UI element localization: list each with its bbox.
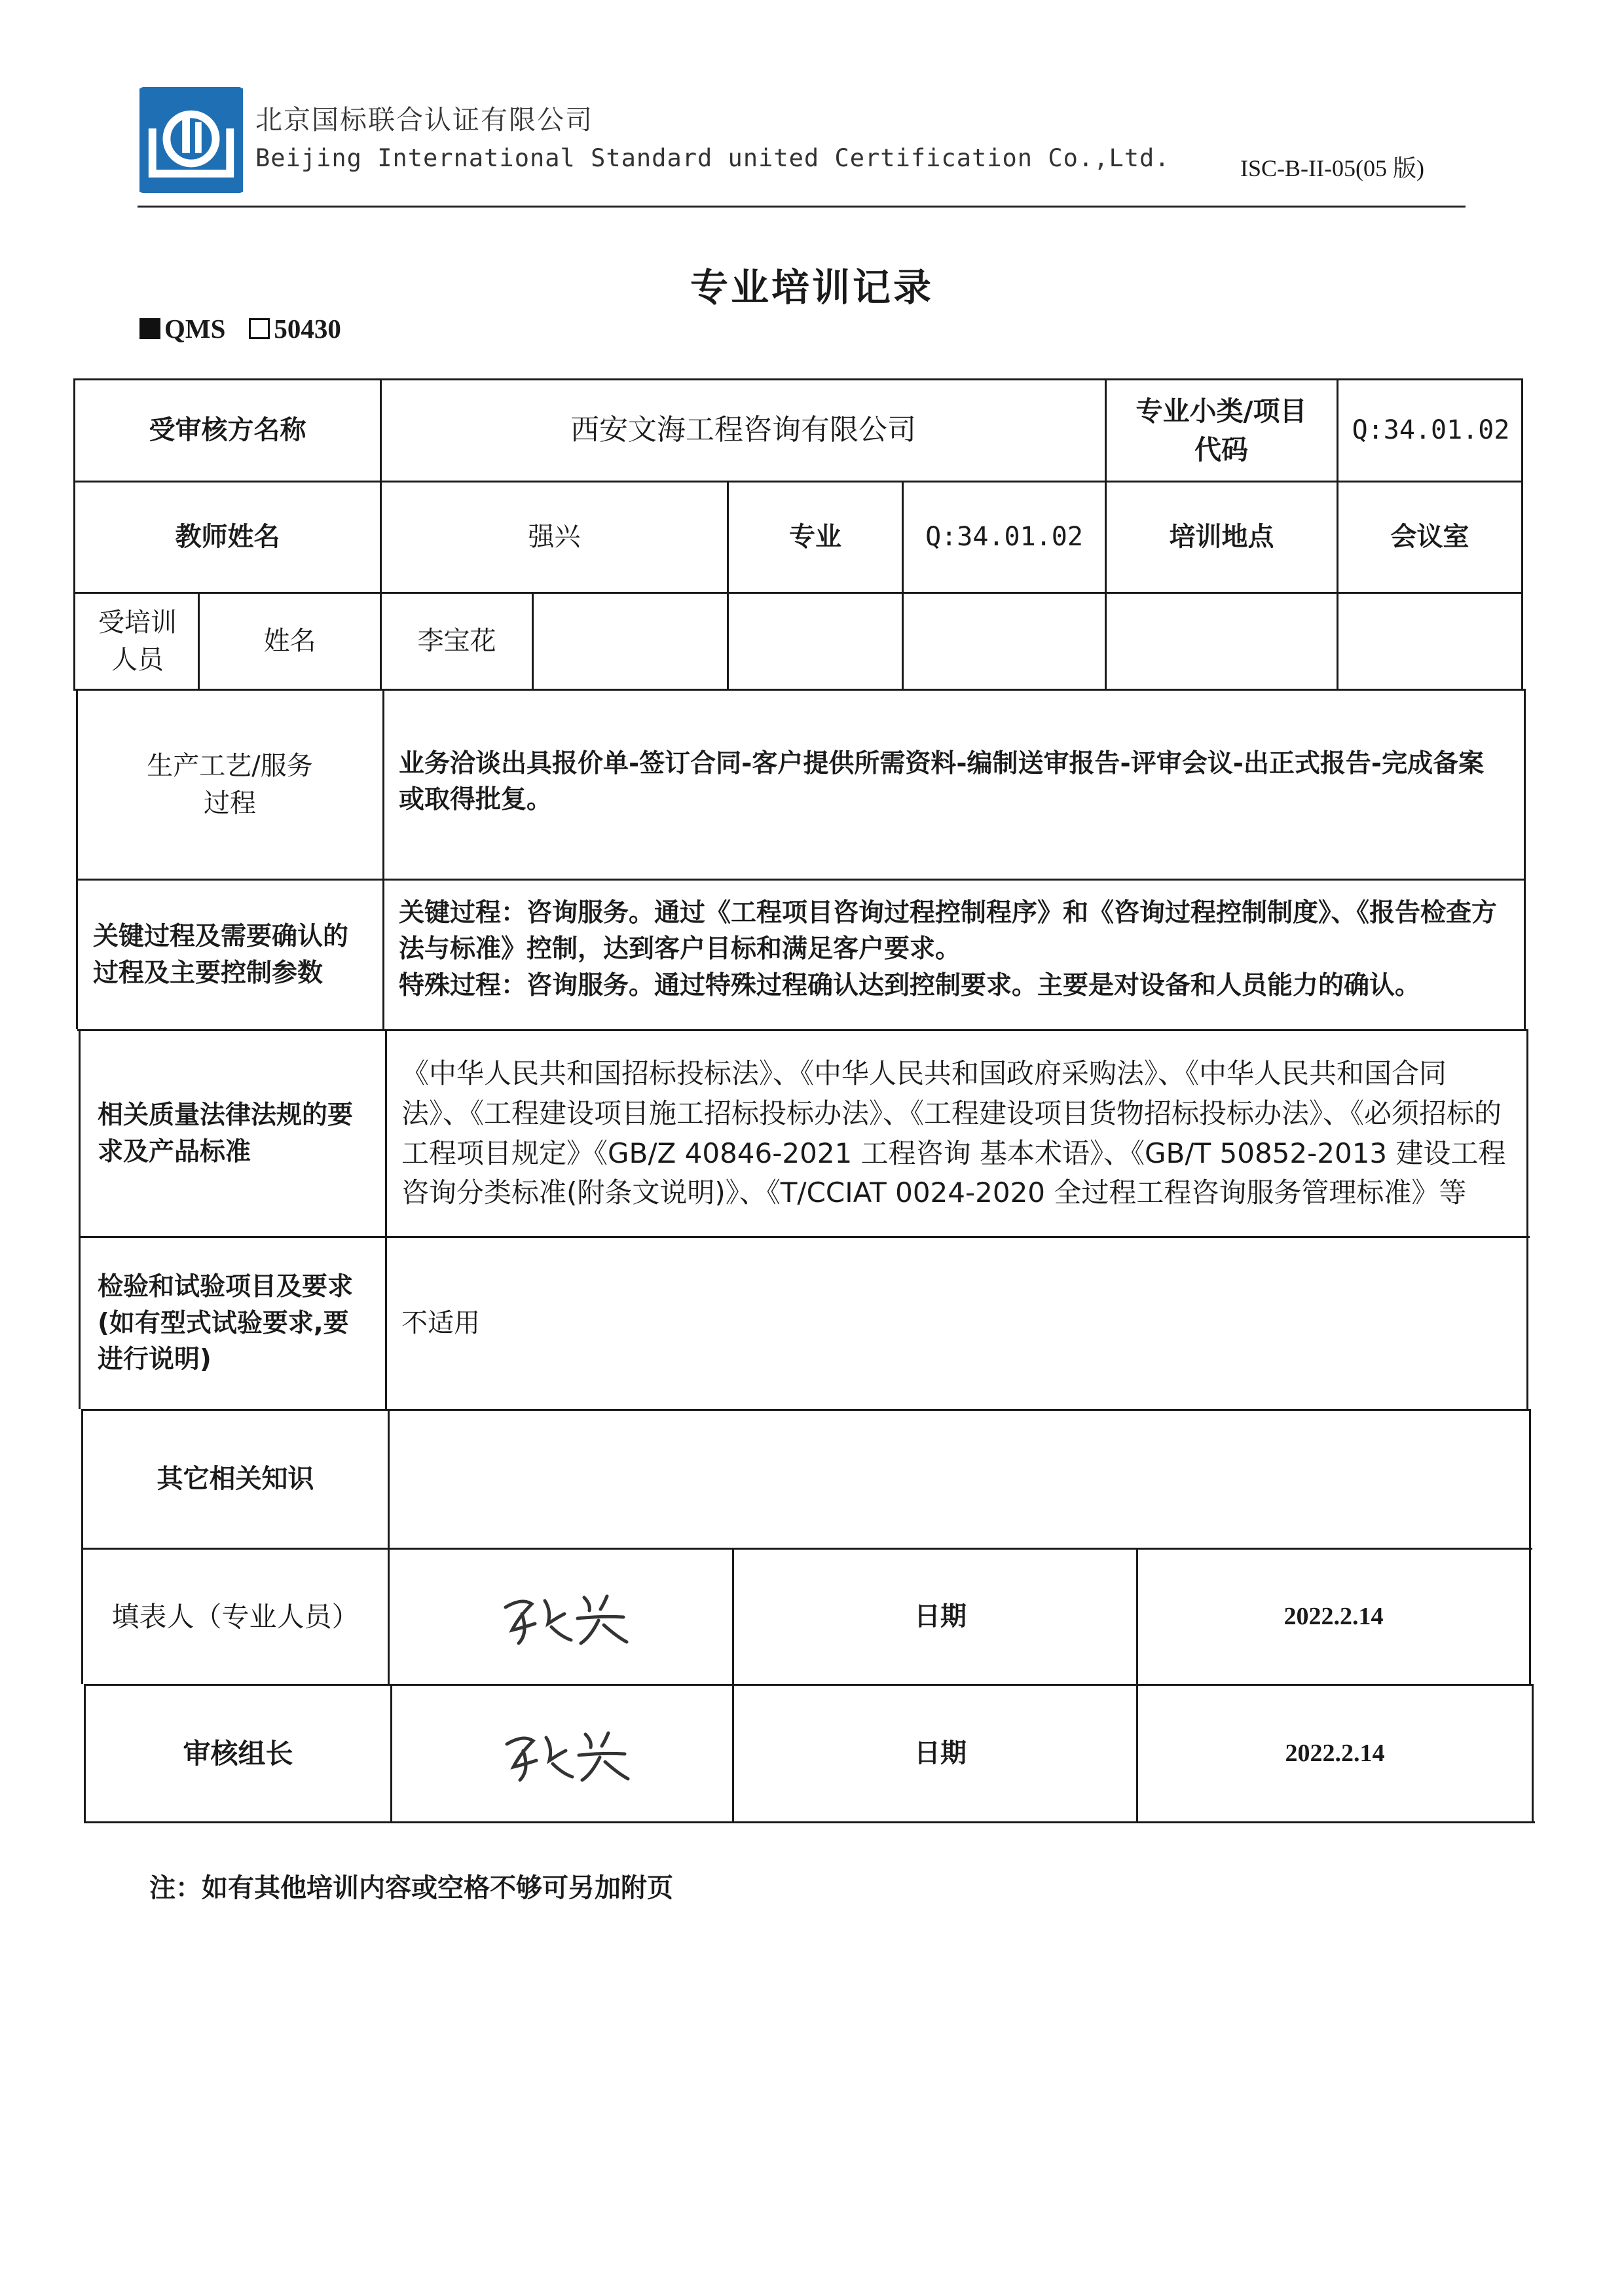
category-label: 专业小类/项目代码	[1135, 395, 1307, 465]
filler-signature-icon	[486, 1578, 637, 1656]
process-value: 业务洽谈出具报价单-签订合同-客户提供所需资料-编制送审报告-评审会议-出正式报告-完成备案或取得批复。	[399, 749, 1485, 815]
trainee-name-2	[534, 594, 727, 689]
law-value: 《中华人民共和国招标投标法》、《中华人民共和国政府采购法》、《中华人民共和国合同法》、《工程建设项目施工招标投标办法》、《工程建设项目货物招标投标办法》、《必须招标的工程项目规定》《GB/Z 40846-2021 工程咨询 基本术语》、《GB/T 50852-2013 建设工程咨询分类标准(附条文说明)》、《T/CCIAT 0024-2020 全过程工程咨询服务管理标准》等	[401, 1057, 1506, 1209]
test-value: 不适用	[401, 1308, 480, 1339]
table-line	[1529, 1409, 1531, 1684]
page-title: 专业培训记录	[690, 265, 934, 310]
table-line	[1105, 378, 1107, 481]
key-process-label: 关键过程及需要确认的过程及主要控制参数	[93, 922, 349, 988]
filler-date-value: 2022.2.14	[1283, 1602, 1384, 1630]
trainee-name-1: 李宝花	[417, 626, 496, 657]
company-logo-icon	[139, 87, 243, 193]
test-label: 检验和试验项目及要求(如有型式试验要求,要进行说明)	[98, 1272, 354, 1375]
auditee-value: 西安文海工程咨询有限公司	[570, 413, 916, 447]
table-line	[1524, 689, 1526, 1029]
document-code: ISC-B-II-05(05 版)	[1240, 155, 1424, 181]
qms-label: QMS	[164, 314, 226, 344]
key-process-value	[384, 881, 1524, 1029]
qms-checkbox[interactable]	[139, 318, 160, 339]
key-process-line-2: 特殊过程：咨询服务。通过特殊过程确认达到控制要求。主要是对设备和人员能力的确认。	[399, 970, 1421, 1000]
leader-date-label: 日期	[914, 1738, 967, 1769]
trainee-name-3	[729, 594, 902, 689]
filler-signature	[390, 1550, 732, 1684]
trainee-label: 受培训人员	[98, 607, 177, 675]
standard-selection	[139, 313, 341, 344]
footnote: 注：如有其他培训内容或空格不够可另加附页	[149, 1873, 673, 1903]
category-value: Q:34.01.02	[1352, 415, 1510, 446]
table-line	[85, 1821, 1535, 1823]
table-line	[1532, 1684, 1534, 1823]
leader-signature-icon	[487, 1715, 638, 1793]
table-line	[1521, 378, 1523, 689]
table-line	[1526, 1029, 1528, 1409]
trainee-name-5	[1107, 594, 1337, 689]
teacher-label: 教师姓名	[175, 522, 280, 553]
other-knowledge-value	[390, 1411, 1529, 1548]
law-label: 相关质量法律法规的要求及产品标准	[98, 1101, 354, 1167]
specialty-label: 专业	[789, 522, 841, 553]
filler-label: 填表人（专业人员）	[111, 1600, 360, 1633]
50430-label: 50430	[274, 314, 341, 344]
50430-checkbox[interactable]	[249, 318, 270, 339]
location-label: 培训地点	[1169, 522, 1274, 553]
filler-date-label: 日期	[914, 1601, 967, 1632]
key-process-line-1: 关键过程：咨询服务。通过《工程项目咨询过程控制程序》和《咨询过程控制制度》、《报告检查方法与标准》控制，达到客户目标和满足客户要求。	[399, 898, 1498, 964]
table-line	[1337, 378, 1338, 481]
trainee-name-4	[904, 594, 1105, 689]
header-divider	[138, 206, 1466, 208]
leader-signature	[392, 1686, 732, 1821]
auditee-label: 受审核方名称	[149, 415, 306, 446]
other-knowledge-label: 其它相关知识	[157, 1464, 314, 1495]
leader-label: 审核组长	[183, 1737, 293, 1770]
teacher-value: 强兴	[528, 522, 581, 553]
location-value: 会议室	[1390, 522, 1469, 553]
specialty-value: Q:34.01.02	[925, 522, 1083, 553]
process-label: 生产工艺/服务过程	[147, 750, 313, 818]
company-name-en: Beijing International Standard united Certification Co.,Ltd.	[255, 144, 1170, 172]
trainee-name-label: 姓名	[263, 626, 316, 657]
leader-date-value: 2022.2.14	[1285, 1739, 1385, 1767]
company-name-cn: 北京国标联合认证有限公司	[255, 104, 593, 136]
